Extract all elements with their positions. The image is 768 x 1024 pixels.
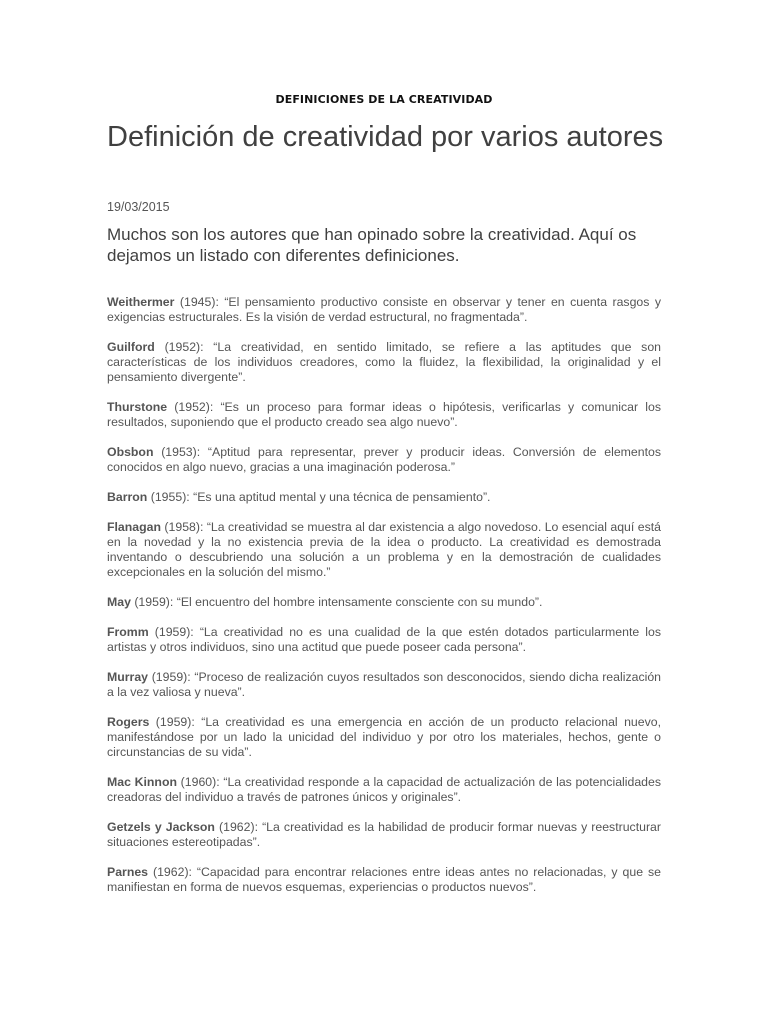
definition-year: (1955): [147,490,194,504]
definition-year: (1960): [176,775,224,789]
definition-item [107,490,661,505]
definition-author: Thurstone [107,400,168,414]
definition-text: “Proceso de realización cuyos resultados son desconocidos, siendo dicha realización a la vez valiosa y nueva”. [107,670,661,699]
definition-author: Mac Kinnon [107,775,177,789]
definition-text: “El encuentro del hombre intensamente consciente con su mundo”. [176,595,543,609]
definition-item [107,400,661,430]
definition-author: Obsbon [107,445,154,459]
definition-text: “Es una aptitud mental y una técnica de pensamiento”. [193,490,491,504]
definition-year: (1959): [130,595,177,609]
definitions-list [107,295,661,910]
definition-item [107,670,661,700]
definition-year: (1952): [167,400,221,414]
definition-item [107,295,661,325]
definition-item [107,625,661,655]
definition-item [107,445,661,475]
definition-author: Murray [107,670,149,684]
definition-year: (1959): [148,670,195,684]
definition-year: (1958): [160,520,207,534]
definition-item [107,775,661,805]
definition-author: Guilford [107,340,155,354]
definition-text: “Es un proceso para formar ideas o hipótesis, verificarlas y comunicar los resultados, suponiendo que el producto creado sea algo nuevo”. [107,400,661,429]
definition-year: (1953): [153,445,208,459]
definition-text: “La creatividad es una emergencia en acción de un producto relacional nuevo, manifestándose por un lado la unicidad del individuo y por otro los materiales, hechos, gente o circunstancias de su vida”. [107,715,661,759]
definition-text: “Aptitud para representar, prever y producir ideas. Conversión de elementos conocidos en algo nuevo, gracias a una imaginación poderosa.” [107,445,661,474]
document-header: DEFINICIONES DE LA CREATIVIDAD [275,93,493,106]
definition-text: “El pensamiento productivo consiste en observar y tener en cuenta rasgos y exigencias estructurales. Es la visión de verdad estructural, no fragmentada”. [107,295,661,324]
definition-year: (1945): [174,295,225,309]
definition-item [107,520,661,580]
definition-author: Parnes [107,865,149,879]
definition-author: Barron [107,490,148,504]
definition-text: “La creatividad es la habilidad de producir formar nuevas y reestructurar situaciones estereotipadas”. [107,820,661,849]
definition-text: “La creatividad responde a la capacidad de actualización de las potencialidades creadoras del individuo a través de patrones únicos y originales”. [107,775,661,804]
definition-text: “La creatividad no es una cualidad de la que estén dotados particularmente los artistas y otros individuos, sino una actitud que puede poseer cada persona”. [107,625,662,654]
definition-year: (1959): [148,625,200,639]
intro-paragraph: Muchos son los autores que han opinado sobre la creatividad. Aquí os dejamos un listado con diferentes definiciones. [107,225,637,265]
definition-author: Flanagan [107,520,161,534]
definition-author: Fromm [107,625,149,639]
definition-year: (1959): [149,715,202,729]
definition-year: (1962): [148,865,197,879]
definition-author: Rogers [107,715,150,729]
page-title: Definición de creatividad por varios autores [107,121,664,153]
definition-item [107,820,661,850]
definition-item [107,715,661,760]
definition-author: Weithermer [107,295,175,309]
definition-text: “Capacidad para encontrar relaciones entre ideas antes no relacionadas, y que se manifiestan en forma de nuevos esquemas, experiencias o productos nuevos”. [107,865,661,894]
definition-item [107,340,661,385]
definition-text: “La creatividad, en sentido limitado, se refiere a las aptitudes que son características de los individuos creadores, como la fluidez, la flexibilidad, la originalidad y el pensamiento divergente”. [107,340,661,384]
definition-item [107,595,661,610]
definition-item [107,865,661,895]
publish-date: 19/03/2015 [107,200,170,214]
definition-year: (1952): [154,340,214,354]
definition-author: Getzels y Jackson [107,820,215,834]
definition-text: “La creatividad se muestra al dar existencia a algo novedoso. Lo esencial aquí está en la novedad y la no existencia previa de la idea o producto. La creatividad es demostrada inventando o descubriendo una solución a un problema y en la demostración de cualidades excepcionales en la solución del mismo.” [107,520,661,579]
definition-author: May [107,595,131,609]
definition-year: (1962): [214,820,263,834]
